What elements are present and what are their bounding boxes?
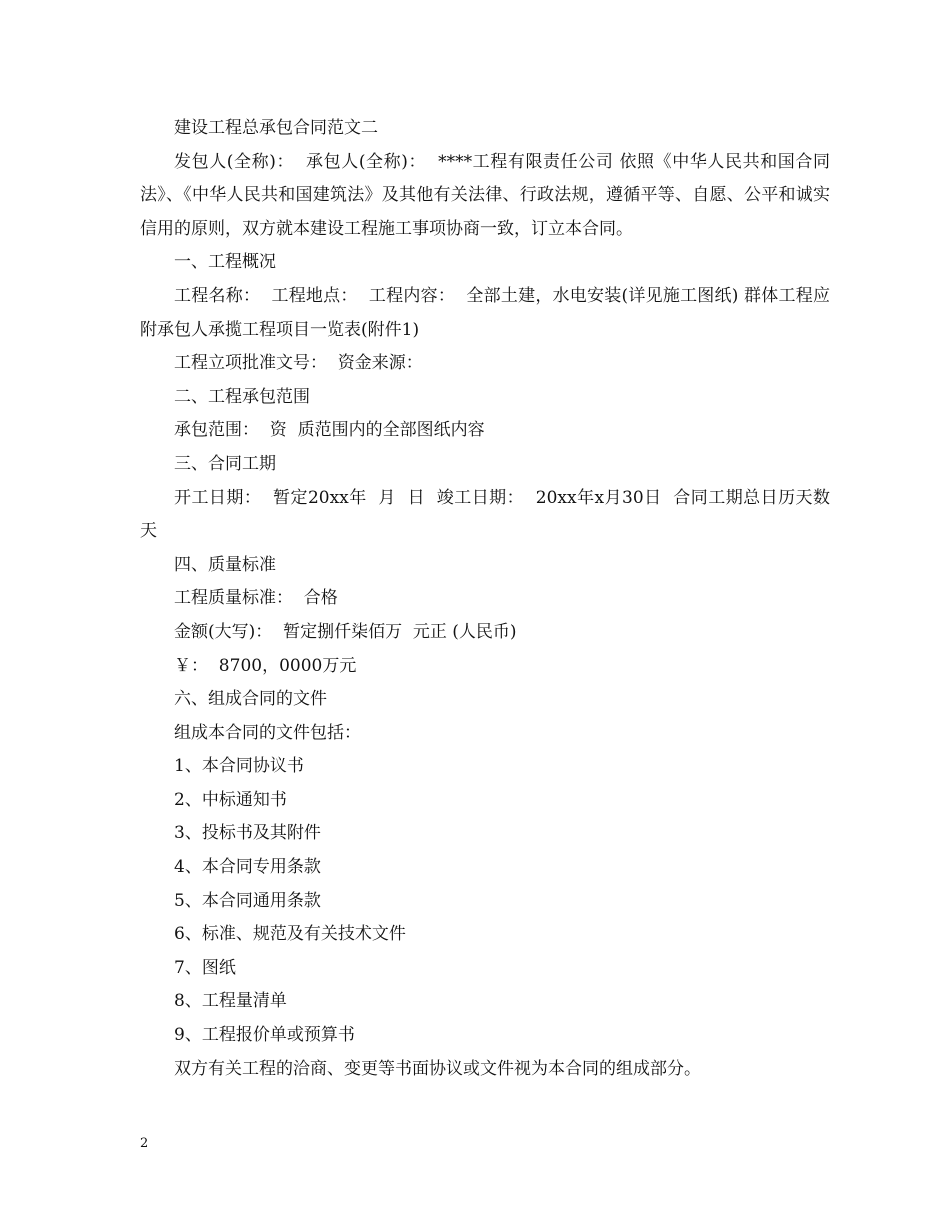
list-item: 8、工程量清单 <box>174 991 287 1012</box>
page-number: 2 <box>140 1136 149 1151</box>
closing-paragraph: 双方有关工程的洽商、变更等书面协议或文件视为本合同的组成部分。 <box>174 1058 701 1079</box>
document-title: 建设工程总承包合同范文二 <box>174 118 378 138</box>
quality-standard-line: 工程质量标准： 合格 <box>174 588 338 609</box>
list-item: 4、本合同专用条款 <box>174 857 321 878</box>
list-item: 1、本合同协议书 <box>174 756 304 777</box>
parties-paragraph: 发包人(全称)： 承包人(全称)： ****工程有限责任公司 依照《中华人民共和国合同法》、《中华人民共和国建筑法》及其他有关法律、行政法规，遵循平等、自愿、公平和诚实信用的原则，双方就本建设工程施工事项协商一致，订立本合同。 <box>140 151 830 239</box>
documents-intro-line: 组成本合同的文件包括： <box>174 722 361 743</box>
scope-line: 承包范围： 资 质范围内的全部图纸内容 <box>174 420 485 441</box>
section-heading-duration: 三、合同工期 <box>174 453 276 474</box>
section-heading-scope: 二、工程承包范围 <box>174 386 310 407</box>
project-details-paragraph: 工程名称： 工程地点： 工程内容： 全部土建，水电安装(详见施工图纸) 群体工程应附承包人承揽工程项目一览表(附件1) <box>140 285 830 340</box>
section-heading-project-overview: 一、工程概况 <box>174 252 276 273</box>
amount-words-line: 金额(大写)： 暂定捌仟柒佰万 元正 (人民币) <box>174 621 517 642</box>
approval-funding-line: 工程立项批准文号： 资金来源： <box>174 353 423 374</box>
list-item: 5、本合同通用条款 <box>174 890 321 911</box>
list-item: 7、图纸 <box>174 957 236 978</box>
section-heading-contract-documents: 六、组成合同的文件 <box>174 689 327 710</box>
section-heading-quality: 四、质量标准 <box>174 554 276 575</box>
document-body <box>140 112 841 1086</box>
amount-figures-line: ￥： 8700，0000万元 <box>174 655 357 676</box>
list-item: 3、投标书及其附件 <box>174 823 321 844</box>
list-item: 9、工程报价单或预算书 <box>174 1025 355 1046</box>
list-item: 6、标准、规范及有关技术文件 <box>174 924 406 945</box>
duration-paragraph: 开工日期： 暂定20xx年 月 日 竣工日期： 20xx年x月30日 合同工期总日历天数 天 <box>140 487 841 542</box>
list-item: 2、中标通知书 <box>174 789 287 810</box>
